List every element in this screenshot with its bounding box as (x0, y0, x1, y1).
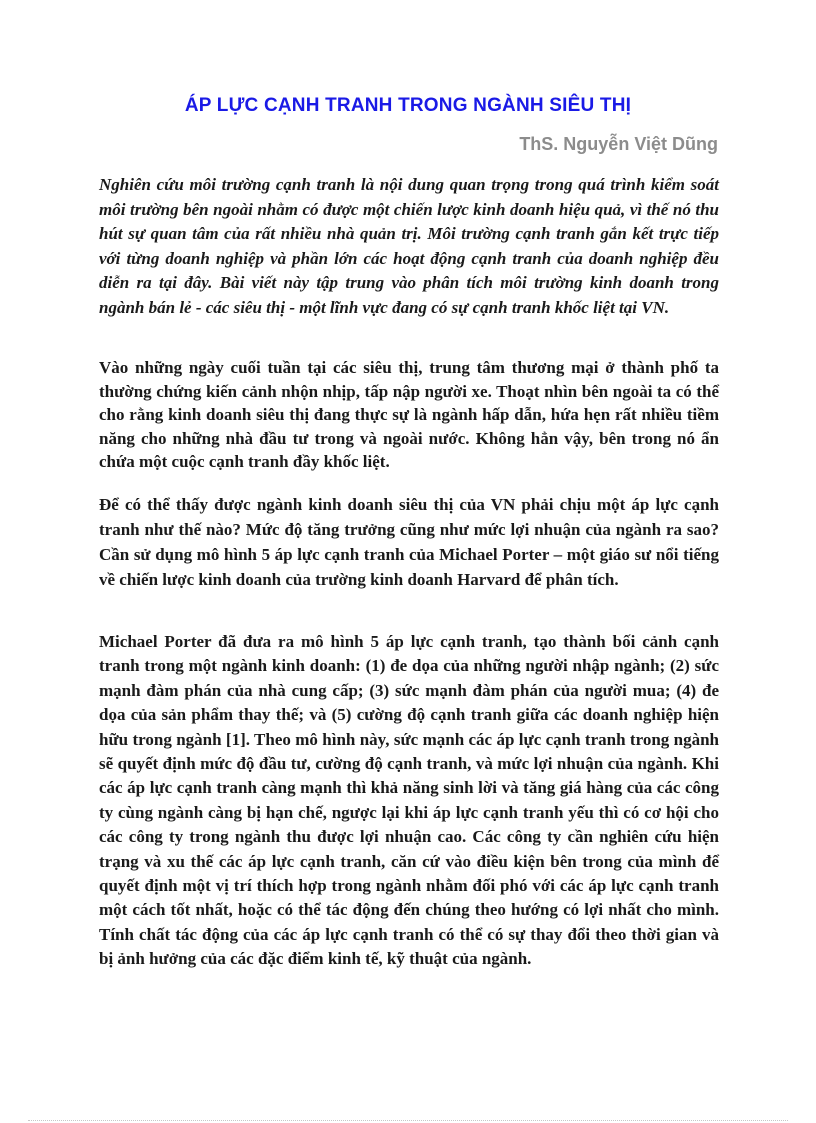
body-paragraph-2: Để có thể thấy được ngành kinh doanh siêu thị của VN phải chịu một áp lực cạnh tranh như thế nào? Mức độ tăng trưởng cũng như mức lợi nhuận của ngành ra sao? Cần sử dụng mô hình 5 áp lực cạnh tranh của Michael Porter – một giáo sư nổi tiếng về chiến lược kinh doanh của trường kinh doanh Harvard để phân tích. (99, 495, 719, 589)
document-title: ÁP LỰC CẠNH TRANH TRONG NGÀNH SIÊU THỊ (184, 95, 632, 116)
page-bottom-divider (28, 1120, 788, 1121)
abstract-paragraph: Nghiên cứu môi trường cạnh tranh là nội dung quan trọng trong quá trình kiểm soát môi trường bên ngoài nhằm có được một chiến lược kinh doanh hiệu quả, vì thế nó thu hút sự quan tâm của rất nhiều nhà quản trị. Môi trường cạnh tranh gắn kết trực tiếp với từng doanh nghiệp và phần lớn các hoạt động cạnh tranh của doanh nghiệp đều diễn ra tại đây. Bài viết này tập trung vào phân tích môi trường kinh doanh trong ngành bán lẻ - các siêu thị - một lĩnh vực đang có sự cạnh tranh khốc liệt tại VN. (99, 175, 719, 317)
body-paragraph-1: Vào những ngày cuối tuần tại các siêu thị, trung tâm thương mại ở thành phố ta thường chứng kiến cảnh nhộn nhịp, tấp nập người xe. Thoạt nhìn bên ngoài ta có thể cho rằng kinh doanh siêu thị đang thực sự là ngành hấp dẫn, hứa hẹn rất nhiều tiềm năng cho những nhà đầu tư trong và ngoài nước. Không hẳn vậy, bên trong nó ẩn chứa một cuộc cạnh tranh đầy khốc liệt. (99, 358, 719, 471)
author-name: ThS. Nguyễn Việt Dũng (519, 134, 718, 154)
body-paragraph-3: Michael Porter đã đưa ra mô hình 5 áp lực cạnh tranh, tạo thành bối cảnh cạnh tranh trong một ngành kinh doanh: (1) đe dọa của những người nhập ngành; (2) sức mạnh đàm phán của nhà cung cấp; (3) sức mạnh đàm phán của người mua; (4) đe dọa của sản phẩm thay thế; và (5) cường độ cạnh tranh giữa các doanh nghiệp hiện hữu trong ngành [1]. Theo mô hình này, sức mạnh các áp lực cạnh tranh trong ngành sẽ quyết định mức độ đầu tư, cường độ cạnh tranh, và mức lợi nhuận của ngành. Khi các áp lực cạnh tranh càng mạnh thì khả năng sinh lời và tăng giá hàng của các công ty cùng ngành càng bị hạn chế, ngược lại khi áp lực cạnh tranh yếu thì có cơ hội cho các công ty trong ngành thu được lợi nhuận cao. Các công ty cần nghiên cứu hiện trạng và xu thế các áp lực cạnh tranh, căn cứ vào điều kiện bên trong của mình để quyết định một vị trí thích hợp trong ngành nhằm đối phó với các áp lực cạnh tranh một cách tốt nhất, hoặc có thể tác động đến chúng theo hướng có lợi nhất cho mình. Tính chất tác động của các áp lực cạnh tranh có thể có sự thay đổi theo thời gian và bị ảnh hưởng của các đặc điểm kinh tế, kỹ thuật của ngành. (99, 632, 719, 969)
